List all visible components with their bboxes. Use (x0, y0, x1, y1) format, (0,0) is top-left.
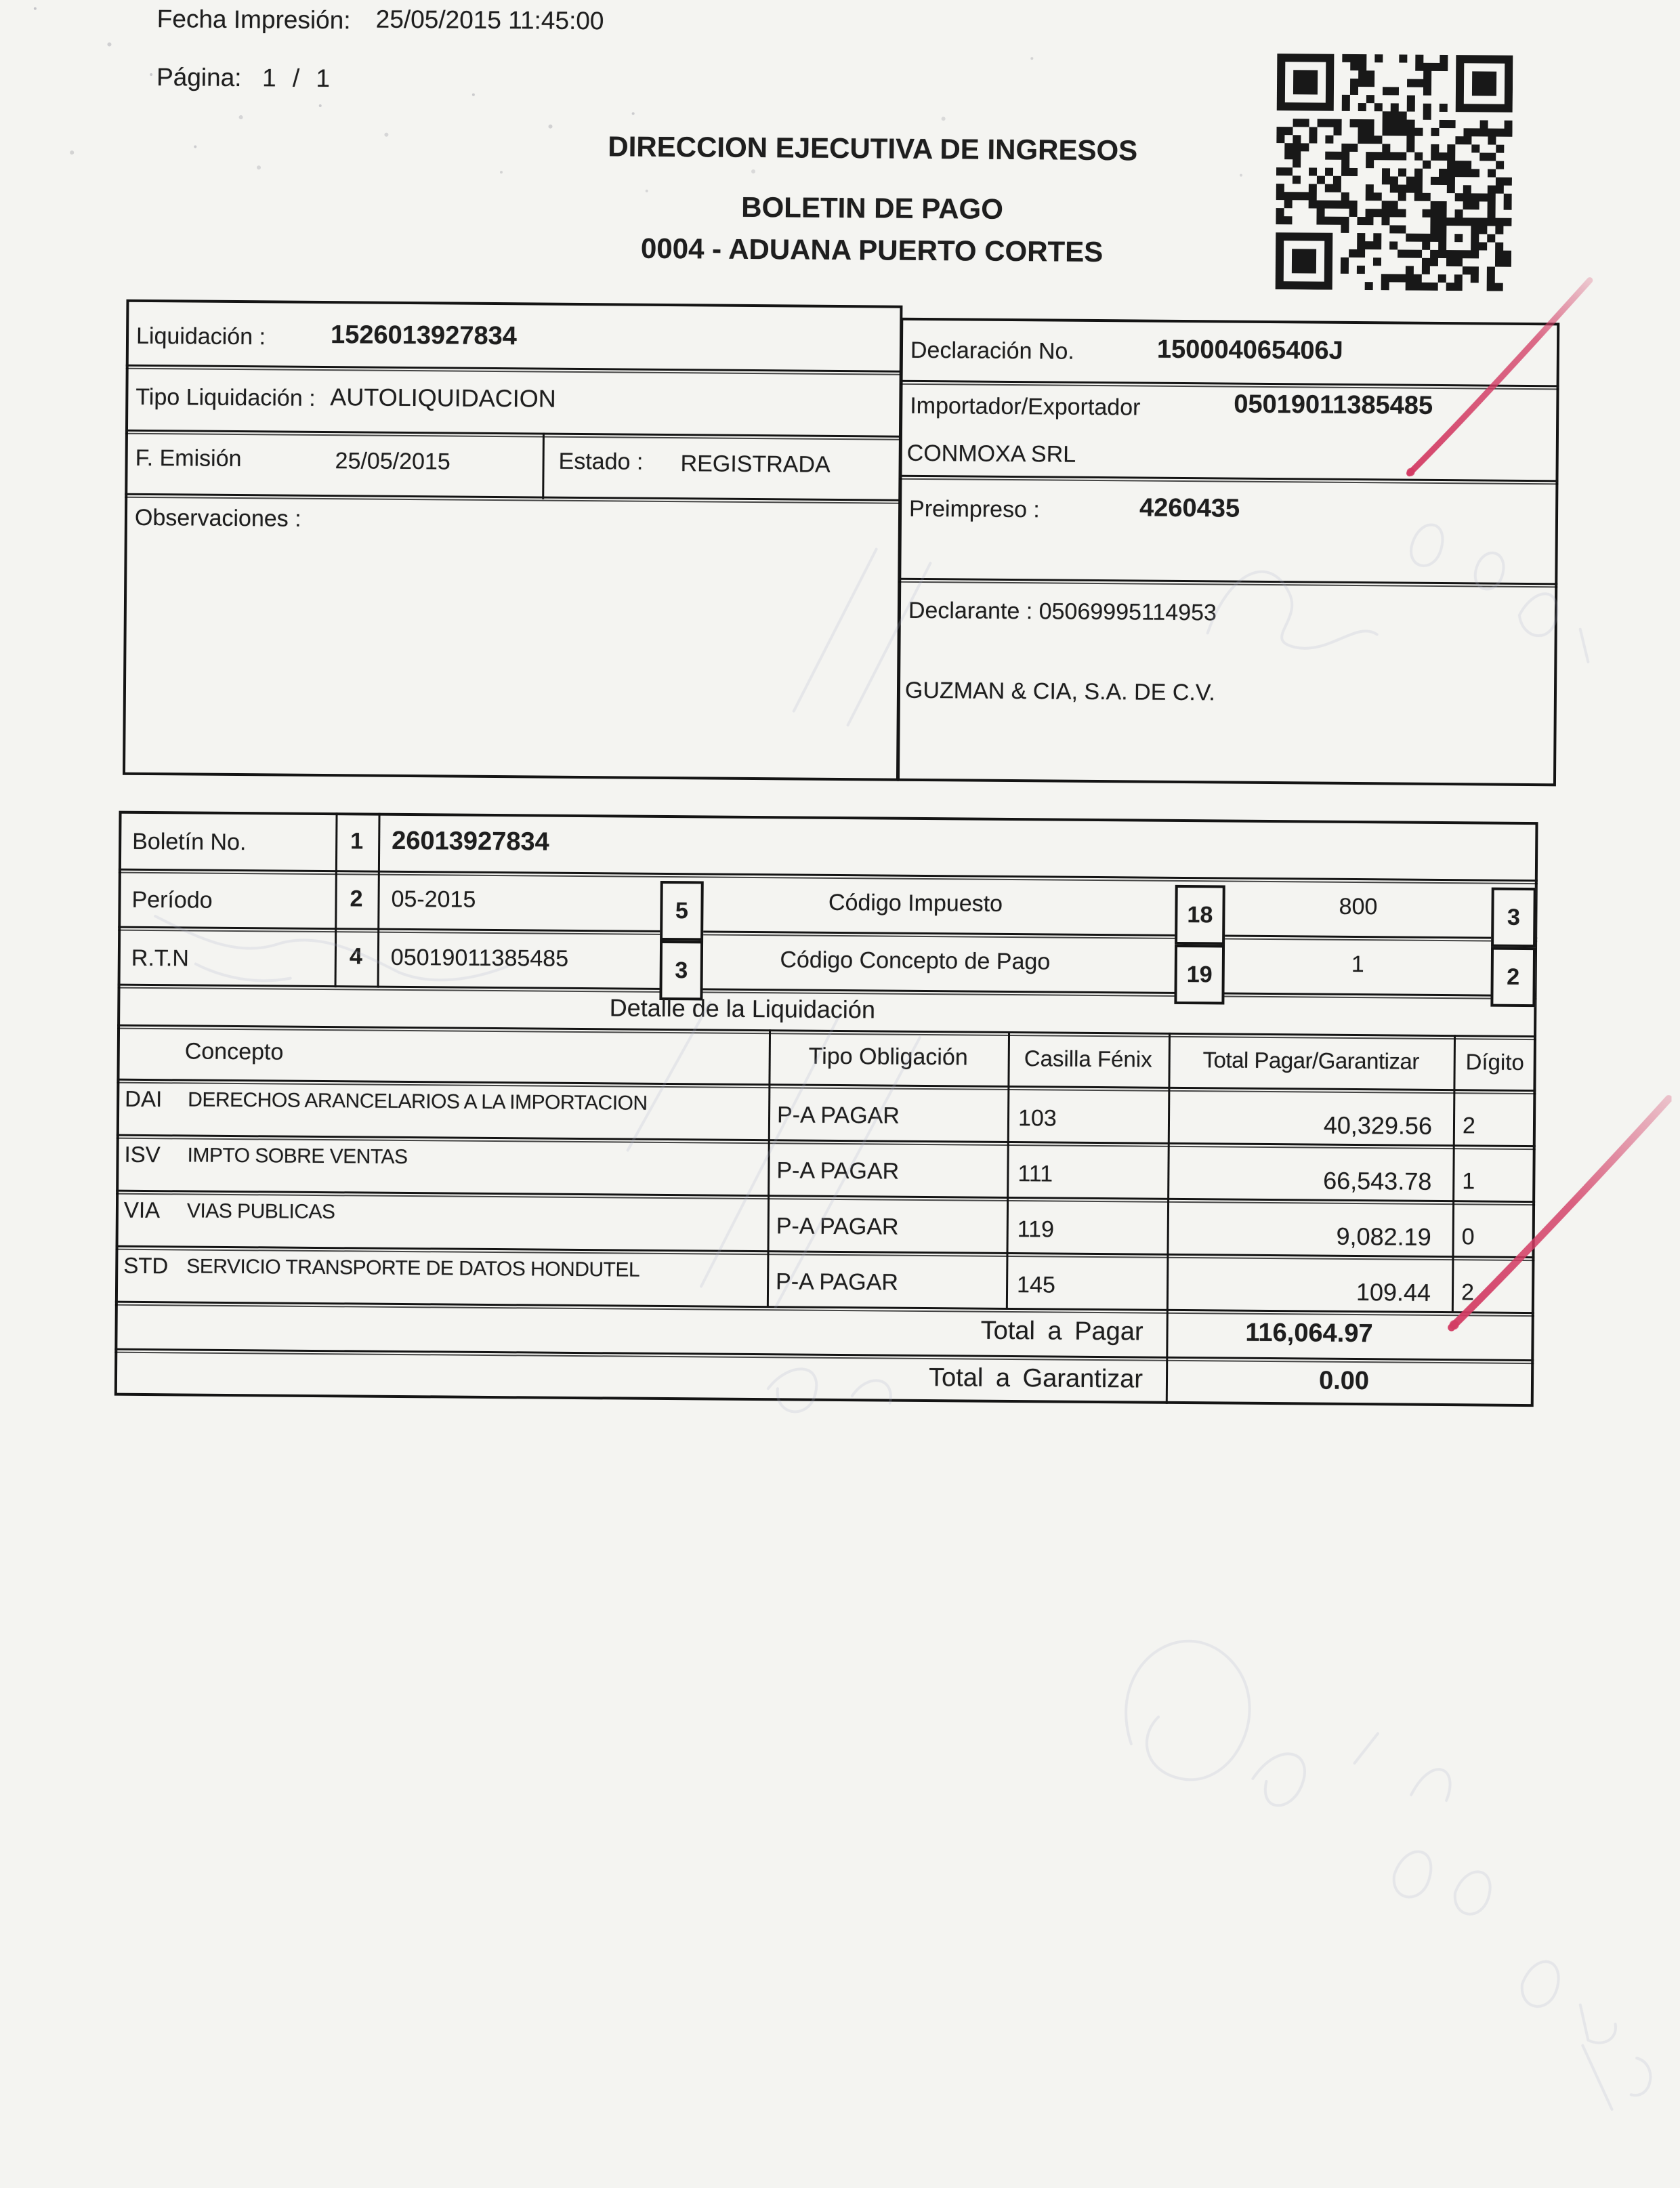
rtn-casilla: 4 (349, 943, 362, 970)
declaracion-value: 150004065406J (1156, 335, 1343, 365)
liquidacion-label: Liquidación : (135, 323, 266, 350)
periodo-codigo-box: 5 (660, 881, 704, 941)
importador-nombre: CONMOXA SRL (906, 440, 1076, 468)
estado-label: Estado : (558, 448, 644, 475)
detalle-title: Detalle de la Liquidación (609, 993, 876, 1024)
header-tipo-obligacion: Tipo Obligación (808, 1043, 968, 1071)
row-total: 109.44 (1356, 1278, 1431, 1307)
importador-label: Importador/Exportador (910, 392, 1141, 421)
total-pagar-label: Total a Pagar (980, 1316, 1143, 1346)
declarante-nombre: GUZMAN & CIA, S.A. DE C.V. (904, 677, 1215, 706)
boletin-no-value: 26013927834 (392, 826, 549, 856)
periodo-value: 05-2015 (391, 886, 476, 913)
print-date-value: 25/05/2015 11:45:00 (375, 5, 604, 35)
declarante-line (908, 598, 1217, 626)
preimpreso-label: Preimpreso : (908, 495, 1040, 523)
row-casilla: 145 (1016, 1272, 1055, 1298)
row-codigo: ISV (124, 1141, 161, 1168)
codigo-concepto-value: 1 (1351, 951, 1364, 977)
org-title: DIRECCION EJECUTIVA DE INGRESOS (608, 130, 1138, 167)
qr-code (1276, 54, 1513, 291)
fecha-emision-label: F. Emisión (135, 445, 242, 472)
row-digito: 2 (1461, 1279, 1475, 1306)
estado-value: REGISTRADA (680, 451, 831, 478)
row-tipo-obligacion: P-A PAGAR (776, 1157, 900, 1184)
row-codigo: STD (123, 1252, 169, 1279)
row-tipo-obligacion: P-A PAGAR (776, 1102, 900, 1129)
fecha-emision-value: 25/05/2015 (335, 448, 450, 475)
preimpreso-value: 4260435 (1139, 493, 1240, 523)
row-descripcion: IMPTO SOBRE VENTAS (187, 1144, 408, 1169)
declarante-value: 05069995114953 (1038, 598, 1217, 626)
row-digito: 1 (1462, 1168, 1475, 1195)
boletin-no-casilla: 1 (350, 828, 364, 854)
codigo-impuesto-label: Código Impuesto (828, 889, 1003, 917)
periodo-label: Período (131, 886, 213, 913)
row-casilla: 111 (1017, 1161, 1053, 1187)
header-concepto: Concepto (184, 1038, 284, 1065)
header-digito: Dígito (1465, 1049, 1524, 1075)
row-descripcion: VIAS PUBLICAS (186, 1199, 335, 1224)
declaracion-label: Declaración No. (910, 337, 1074, 365)
row-casilla: 103 (1017, 1105, 1057, 1132)
print-date-label: Fecha Impresión: (156, 5, 351, 35)
header-total-pagar-garantizar: Total Pagar/Garantizar (1202, 1047, 1419, 1074)
codigo-concepto-label: Código Concepto de Pago (780, 947, 1051, 975)
row-total: 9,082.19 (1336, 1222, 1431, 1252)
rtn-codigo-box: 3 (659, 941, 703, 1001)
row-codigo: VIA (123, 1197, 161, 1223)
row-digito: 2 (1462, 1113, 1476, 1139)
row-casilla: 119 (1017, 1216, 1055, 1243)
periodo-casilla: 2 (350, 886, 363, 912)
tipo-liquidacion-value: AUTOLIQUIDACION (330, 383, 556, 413)
codigo-impuesto-num-box: 18 (1175, 885, 1225, 945)
header-casilla-fenix: Casilla Fénix (1024, 1046, 1152, 1072)
customs-office-title: 0004 - ADUANA PUERTO CORTES (640, 232, 1104, 268)
codigo-concepto-digito-box: 2 (1490, 947, 1536, 1008)
row-tipo-obligacion: P-A PAGAR (775, 1268, 899, 1296)
codigo-impuesto-digito-box: 3 (1491, 888, 1536, 948)
row-tipo-obligacion: P-A PAGAR (776, 1213, 899, 1240)
codigo-concepto-num-box: 19 (1174, 945, 1225, 1005)
total-pagar-value: 116,064.97 (1245, 1318, 1373, 1348)
codigo-impuesto-value: 800 (1339, 893, 1378, 920)
row-descripcion: SERVICIO TRANSPORTE DE DATOS HONDUTEL (186, 1255, 640, 1281)
total-garantizar-value: 0.00 (1318, 1366, 1370, 1396)
row-descripcion: DERECHOS ARANCELARIOS A LA IMPORTACION (188, 1088, 648, 1115)
observaciones-label: Observaciones : (134, 504, 301, 532)
row-total: 40,329.56 (1323, 1111, 1433, 1140)
rtn-label: R.T.N (131, 945, 190, 972)
row-codigo: DAI (125, 1086, 163, 1112)
declarante-label: Declarante : (908, 597, 1033, 625)
page-number-label: Página: (156, 63, 242, 92)
scan-noise-specks (34, 7, 37, 10)
doc-title: BOLETIN DE PAGO (741, 190, 1004, 225)
importador-value: 05019011385485 (1234, 390, 1433, 420)
tipo-liquidacion-label: Tipo Liquidación : (135, 384, 316, 411)
boletin-no-label: Boletín No. (132, 828, 247, 856)
row-total: 66,543.78 (1323, 1166, 1432, 1196)
page-number-value: 1 / 1 (261, 64, 331, 93)
row-digito: 0 (1461, 1224, 1475, 1250)
liquidacion-value: 1526013927834 (330, 321, 518, 351)
total-garantizar-label: Total a Garantizar (928, 1363, 1143, 1394)
rtn-value: 05019011385485 (390, 944, 569, 972)
